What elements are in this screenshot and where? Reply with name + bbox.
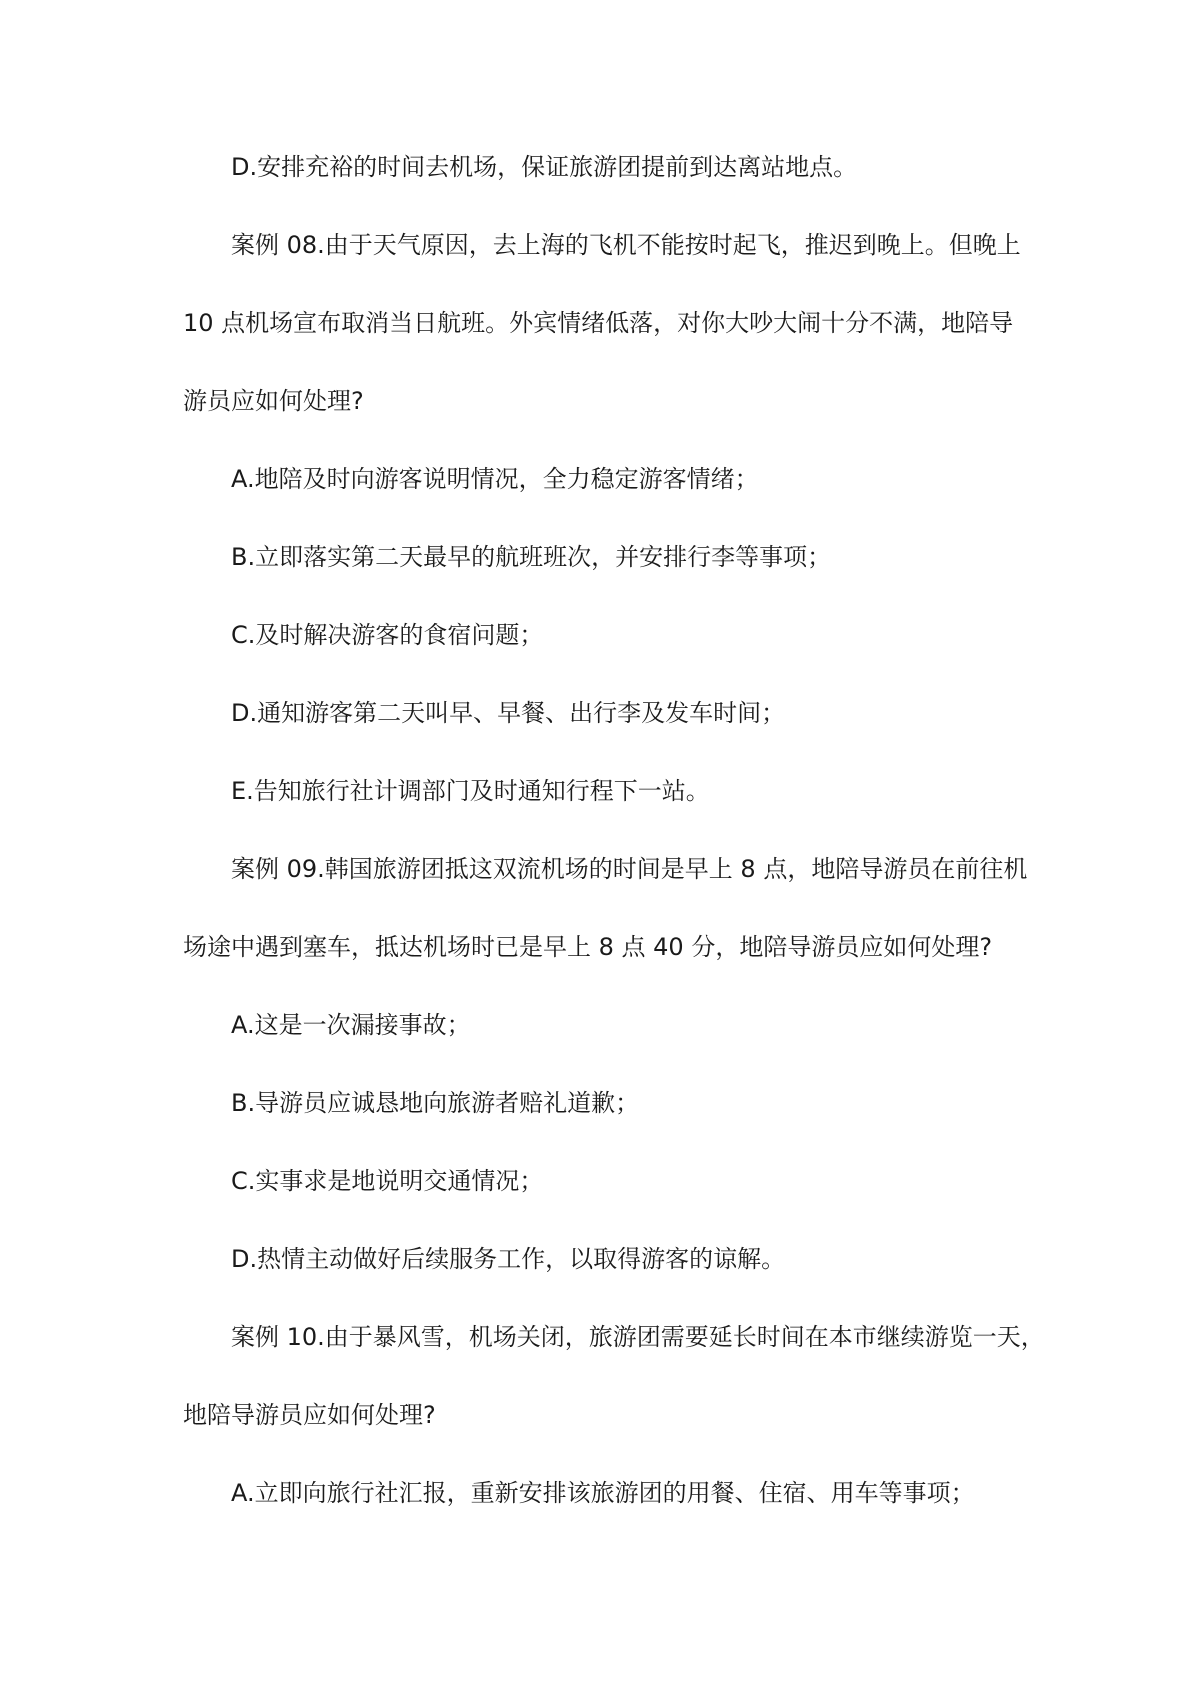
case08-option-b: B.立即落实第二天最早的航班班次，并安排行李等事项； — [231, 543, 832, 571]
case07-option-d: D.安排充裕的时间去机场，保证旅游团提前到达离站地点。 — [231, 153, 858, 181]
case10-line-2: 地陪导游员应如何处理? — [183, 1401, 436, 1429]
case08-question — [183, 228, 1023, 418]
document-body — [183, 150, 1045, 1554]
case09-option-b: B.导游员应诚恳地向旅游者赔礼道歉； — [231, 1089, 640, 1117]
case08-line-1: 案例 08.由于天气原因，去上海的飞机不能按时起飞，推迟到晚上。但晚上 — [231, 231, 1021, 259]
case09-line-2: 场途中遇到塞车，抵达机场时已是早上 8 点 40 分，地陪导游员应如何处理? — [183, 933, 993, 961]
case09-line-1: 案例 09.韩国旅游团抵这双流机场的时间是早上 8 点，地陪导游员在前往机 — [231, 855, 1028, 883]
case09-option-d: D.热情主动做好后续服务工作，以取得游客的谅解。 — [231, 1245, 786, 1273]
case08-option-d: D.通知游客第二天叫早、早餐、出行李及发车时间； — [231, 699, 786, 727]
case08-option-a: A.地陪及时向游客说明情况，全力稳定游客情绪； — [231, 465, 759, 493]
case08-line-2: 10 点机场宣布取消当日航班。外宾情绪低落，对你大吵大闹十分不满，地陪导 — [183, 309, 1014, 337]
case09-question — [183, 852, 1028, 964]
case09-option-a: A.这是一次漏接事故； — [231, 1011, 471, 1039]
case10-option-a: A.立即向旅行社汇报，重新安排该旅游团的用餐、住宿、用车等事项； — [231, 1479, 975, 1507]
case08-option-c: C.及时解决游客的食宿问题； — [231, 621, 544, 649]
case08-option-e: E.告知旅行社计调部门及时通知行程下一站。 — [231, 777, 710, 805]
case09-option-c: C.实事求是地说明交通情况； — [231, 1167, 544, 1195]
case10-line-1: 案例 10.由于暴风雪，机场关闭，旅游团需要延长时间在本市继续游览一天， — [231, 1323, 1045, 1351]
case08-line-3: 游员应如何处理? — [183, 387, 364, 415]
case10-question — [183, 1320, 1045, 1432]
